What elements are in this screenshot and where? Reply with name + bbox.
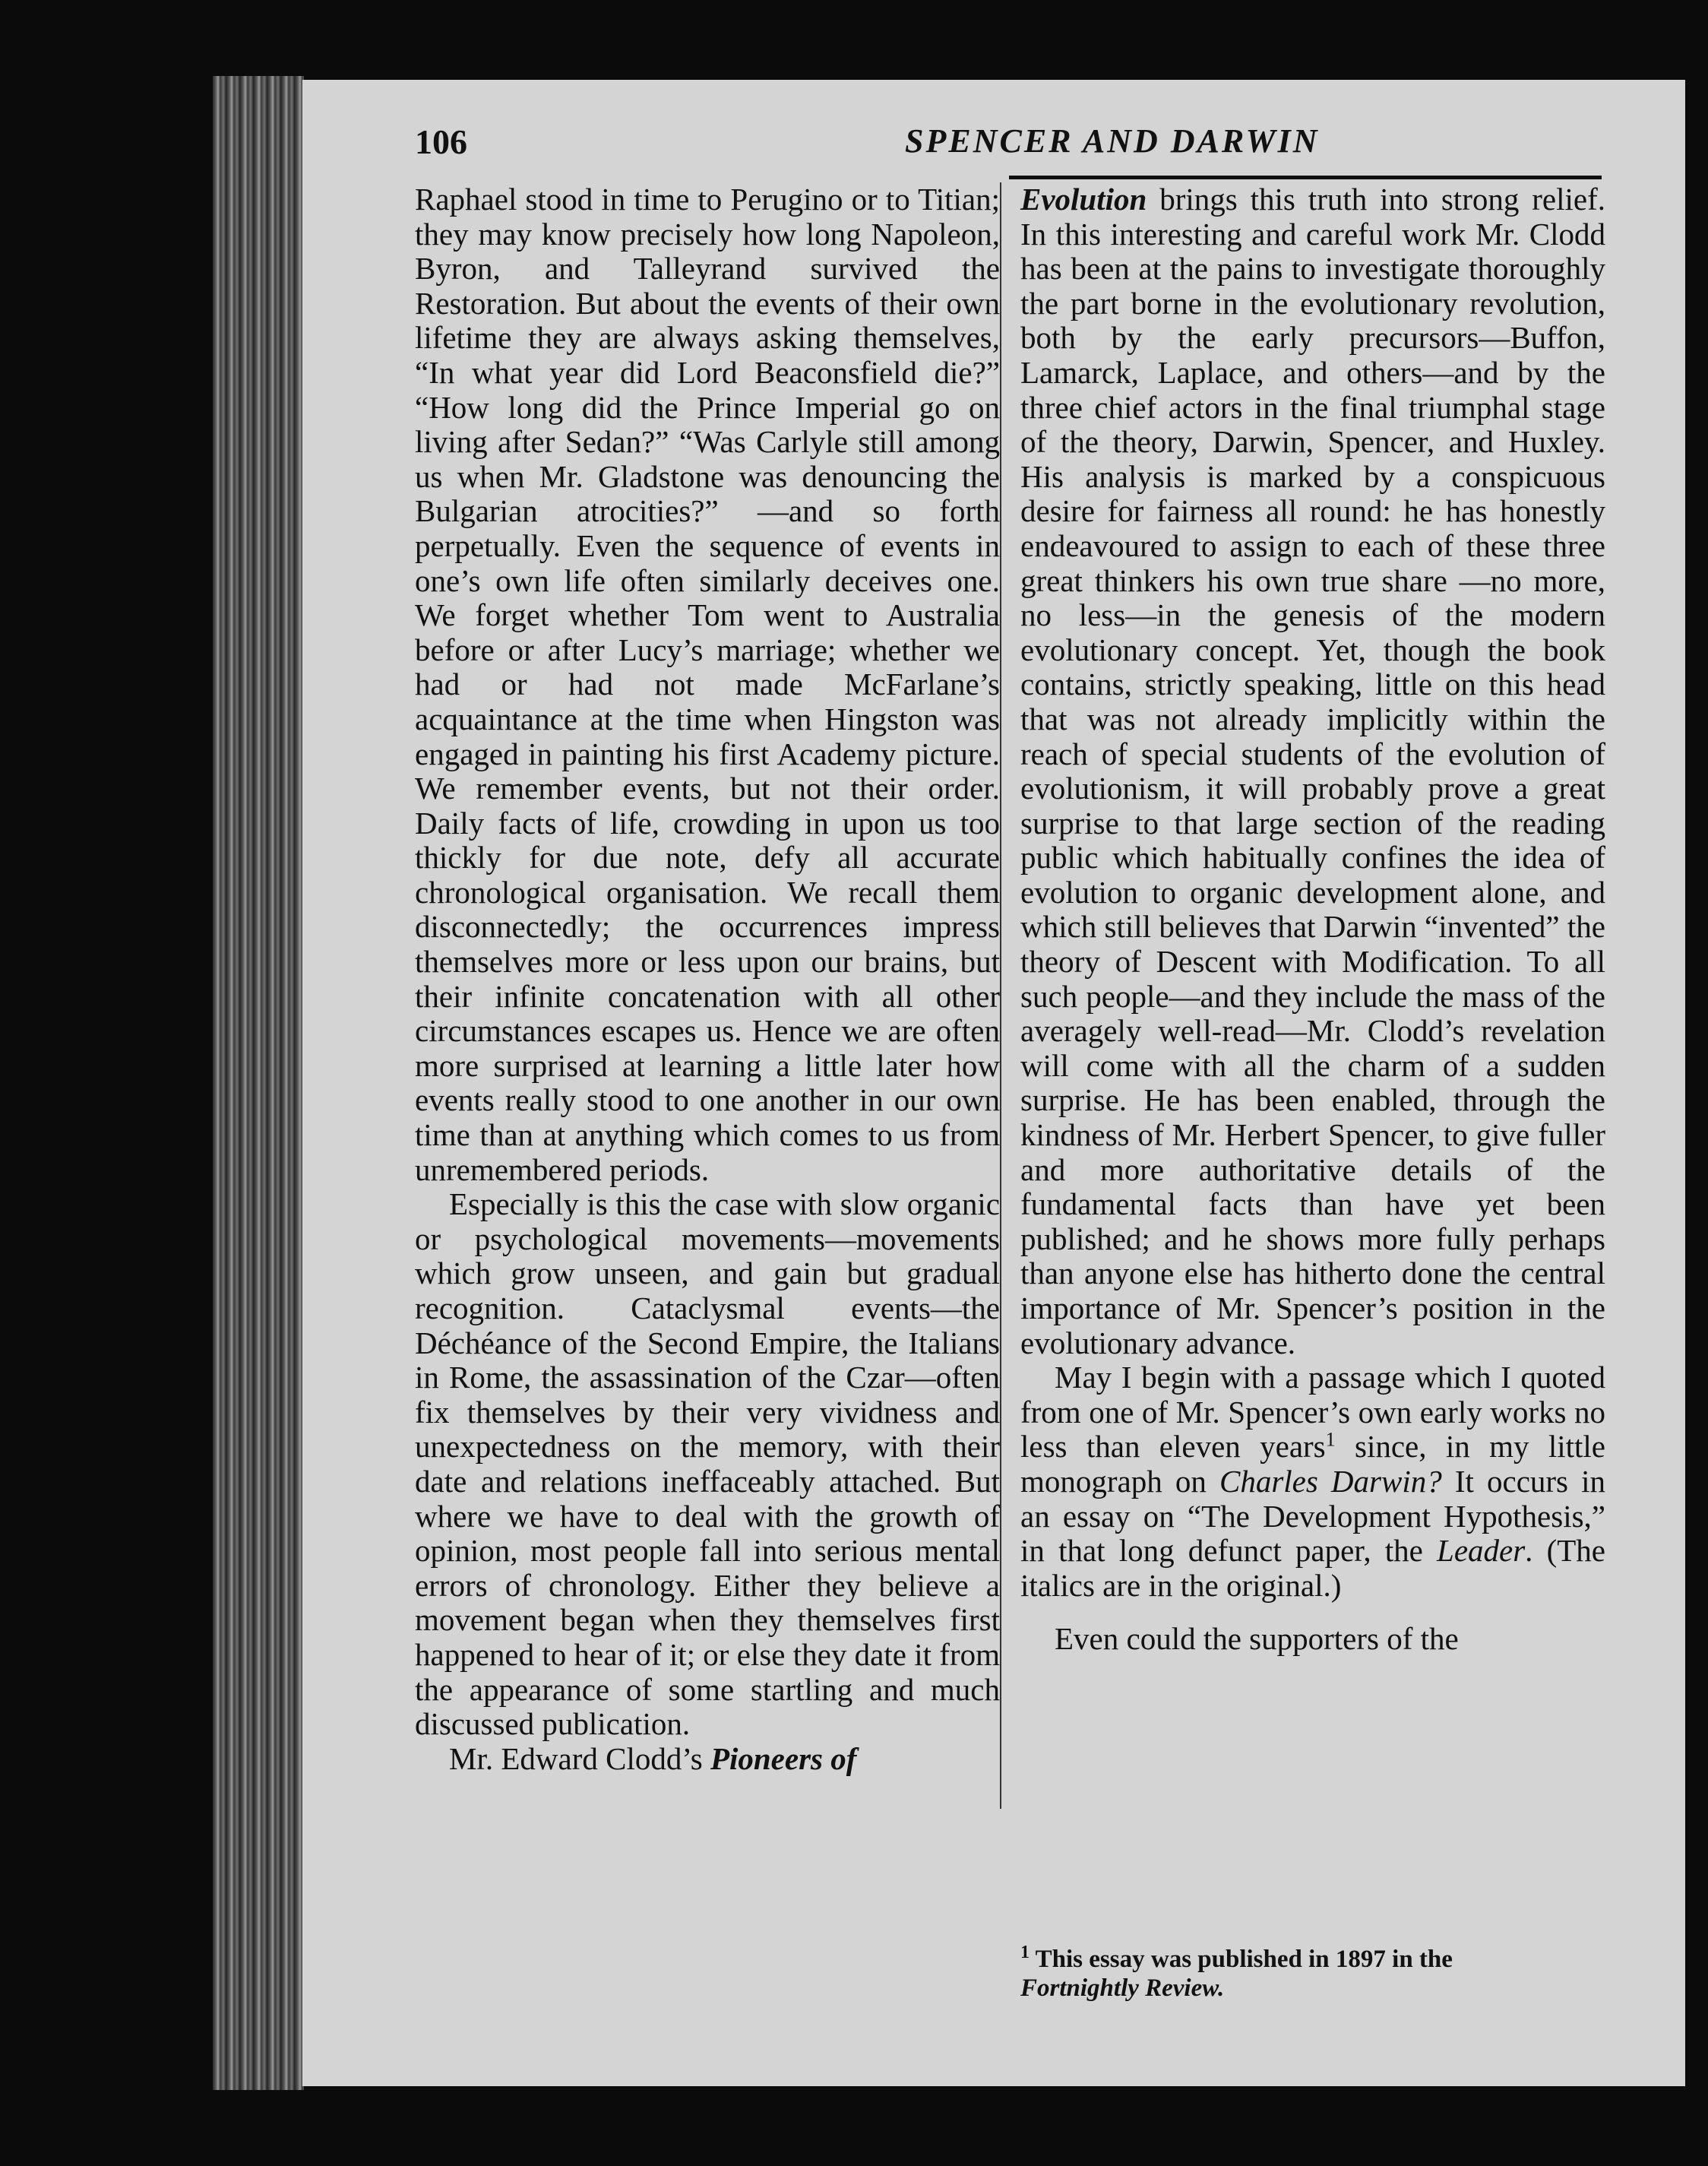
- column-divider: [1000, 182, 1001, 1809]
- footnote-source: Fortnightly Review.: [1020, 1974, 1225, 2002]
- book-title: Pioneers of: [710, 1740, 857, 1776]
- right-column: [1020, 182, 1605, 1657]
- text-run: Mr. Edward Clodd’s: [449, 1740, 710, 1776]
- text-run: May I begin with a passage which I quoted from one of Mr. Spencer’s own early works no less than eleven years: [1020, 1360, 1605, 1465]
- text-run: It occurs in an essay on “The Development Hypothesis,” in that long defunct paper, the: [1020, 1463, 1605, 1569]
- header-rule: [1009, 176, 1602, 179]
- book-spine-edge: [213, 76, 304, 2090]
- paragraph: Raphael stood in time to Perugino or to Titian; they may know precisely how long Napoleon, Byron, and Talleyrand survived the Restoration. But about the events of their own lifetime they are always asking themselves, “In what year did Lord Beaconsfield die?” “How long did the Prince Imperial go on living after Sedan?” “Was Carlyle still among us when Mr. Gladstone was denouncing the Bulgarian atrocities?” —and so forth perpetually. Even the sequence of events in one’s own life often similarly deceives one. We forget whether Tom went to Australia before or after Lucy’s marriage; whether we had or had not made McFarlane’s acquaintance at the time when Hingston was engaged in painting his first Academy picture. We remember events, but not their order. Daily facts of life, crowding in upon us too thickly for due note, defy all accurate chronological organisation. We recall them disconnectedly; the occurrences impress themselves more or less upon our brains, but their infinite concatenation with all other circumstances escapes us. Hence we are often more surprised at learning a little later how events really stood to one another in our own time than at anything which comes to us from unremembered periods.: [415, 182, 1000, 1187]
- text-run: since, in my little monograph on: [1020, 1429, 1606, 1499]
- footnote-text: This essay was published in 1897 in the: [1030, 1946, 1453, 1973]
- text-run: brings this truth into strong relief. In this interesting and careful work Mr. Clodd has been at the pains to investigate thoroughly the part borne in the evolutionary revolution, both by the early precursors—Buffon, Lamarck, Laplace, and others—and by the three chief actors in the final triumphal stage of the theory, Darwin, Spencer, and Huxley. His analysis is marked by a conspicuous desire for fairness all round: he has honestly endeavoured to assign to each of these three great thinkers his own true share —no more, no less—in the genesis of the modern evolutionary concept. Yet, though the book contains, strictly speaking, little on this head that was not already implicitly within the reach of special students of the evolution of evolutionism, it will probably prove a great surprise to that large section of the reading public which habitually confines the idea of evolution to organic development alone, and which still believes that Darwin “invented” the theory of Descent with Modification. To all such people—and they include the mass of the averagely well-read—Mr. Clodd’s revelation will come with all the charm of a sudden surprise. He has been enabled, through the kindness of Mr. Herbert Spencer, to give fuller and more authoritative details of the fundamental facts than have yet been published; and he shows more fully perhaps than anyone else has hitherto done the central importance of Mr. Spencer’s position in the evolutionary advance.: [1020, 182, 1605, 1360]
- paragraph: [1020, 182, 1605, 1360]
- book-title: Evolution: [1020, 182, 1147, 217]
- footnote: [1020, 1938, 1605, 2003]
- text-run: . (The italics are in the original.): [1020, 1533, 1605, 1603]
- footnote-reference: 1: [1325, 1428, 1336, 1451]
- page-header: [415, 122, 1600, 182]
- paragraph: [415, 1742, 1000, 1777]
- book-title: Charles Darwin?: [1219, 1463, 1442, 1499]
- page-number: 106: [415, 122, 467, 161]
- paper-title: Leader: [1437, 1533, 1526, 1569]
- footnote-marker: 1: [1020, 1943, 1030, 1962]
- paragraph: [1020, 1360, 1605, 1603]
- book-page: [302, 80, 1685, 2086]
- paragraph: Especially is this the case with slow organic or psychological movements—movements which grow unseen, and gain but gradual recognition. Cataclysmal events—the Déchéance of the Second Empire, the Italians in Rome, the assassination of the Czar—often fix themselves by their very vividness and unexpectedness on the memory, with their date and relations ineffaceably attached. But where we have to deal with the growth of opinion, most people fall into serious mental errors of chronology. Either they believe a movement began when they themselves first happened to hear of it; or else they date it from the appearance of some startling and much discussed publication.: [415, 1186, 1000, 1742]
- paragraph: Even could the supporters of the: [1055, 1621, 1459, 1657]
- running-title: SPENCER AND DARWIN: [905, 122, 1320, 160]
- left-column: [415, 182, 1000, 1776]
